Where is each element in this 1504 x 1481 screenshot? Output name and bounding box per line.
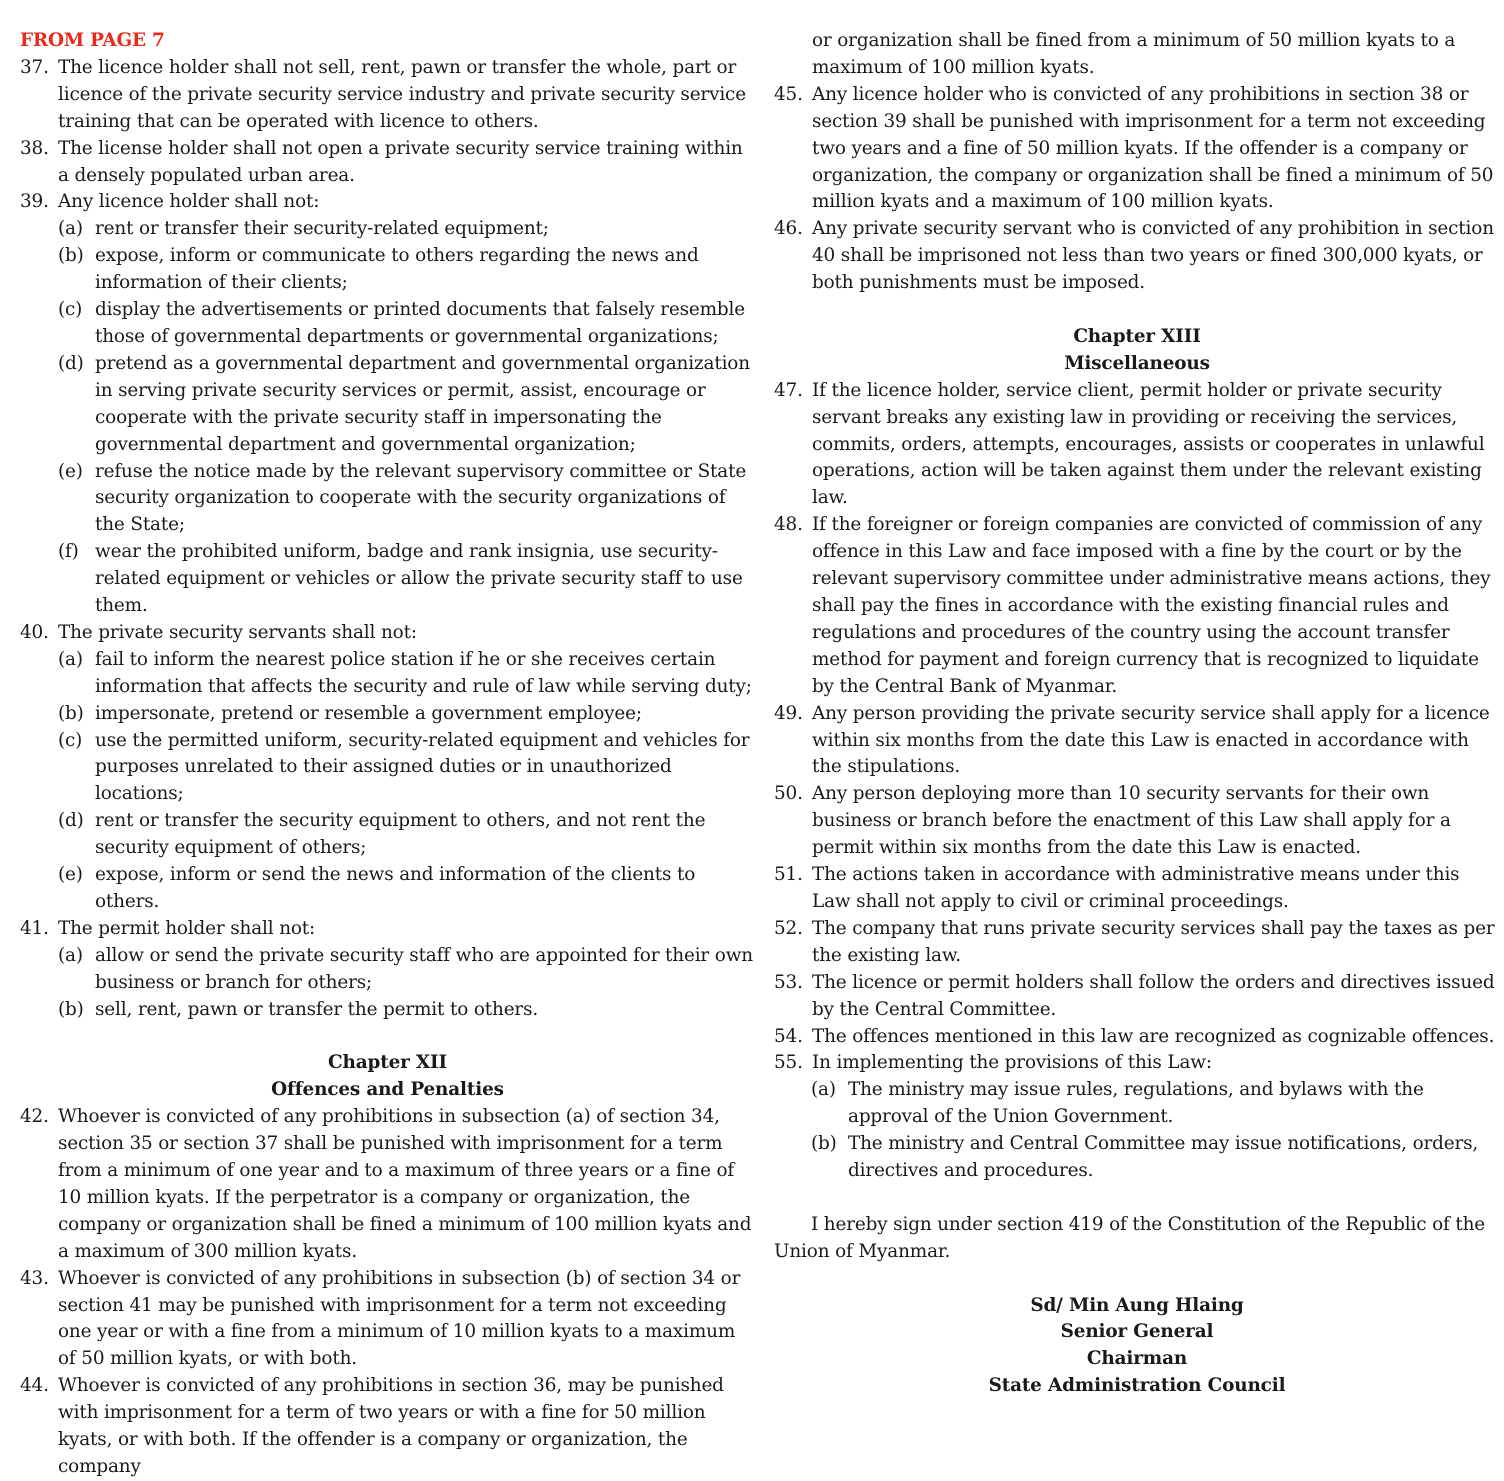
- section-number: 50.: [774, 783, 803, 805]
- subsection-letter: (a): [58, 944, 83, 966]
- section-text: Any person deploying more than 10 security servants for their own business or branch before the enactment of this Law shall apply for a permit within six months from the date this Law is enacted.: [812, 783, 1451, 859]
- section-number: 52.: [774, 917, 803, 939]
- subsection-text: allow or send the private security staff who are appointed for their own business or branch for others;: [95, 944, 753, 993]
- subsection-letter: (a): [58, 648, 83, 670]
- subsection-text: The ministry and Central Committee may issue notifications, orders, directives and procedures.: [848, 1133, 1479, 1182]
- section-text: If the licence holder, service client, permit holder or private security servant breaks any existing law in providing or receiving the services, commits, orders, attempts, encourages, assists or cooperates in unlawful operations, action will be taken against them under the relevant existing law.: [812, 379, 1485, 509]
- section-number: 46.: [774, 218, 803, 240]
- section-text: Any licence holder shall not:: [58, 191, 320, 213]
- subsection: [58, 808, 755, 862]
- section-text: The private security servants shall not:: [58, 621, 417, 643]
- section-text: If the foreigner or foreign companies are convicted of commission of any offence in this Law and face imposed with a fine by the court or by the relevant supervisory committee under administrative means actions, they shall pay the fines in accordance with the existing financial rules and regulations and procedures of the country using the account transfer method for payment and foreign currency that is recognized to liquidate by the Central Bank of Myanmar.: [812, 514, 1491, 697]
- subsection-letter: (b): [58, 702, 84, 724]
- subsection-text: impersonate, pretend or resemble a government employee;: [95, 702, 642, 724]
- section-number: 54.: [774, 1025, 803, 1047]
- chapter-subtitle: Miscellaneous: [1064, 352, 1210, 374]
- subsection-letter: (b): [58, 245, 84, 267]
- section-55: [774, 1050, 1500, 1077]
- subsection-text: fail to inform the nearest police station if he or she receives certain information that affects the security and rule of law while serving duty;: [95, 648, 752, 697]
- section-number: 48.: [774, 514, 803, 536]
- section-number: 41.: [20, 917, 49, 939]
- section-text: The license holder shall not open a private security service training within a densely populated urban area.: [58, 137, 743, 186]
- subsection-letter: (a): [811, 1079, 836, 1101]
- section-number: 49.: [774, 702, 803, 724]
- subsection-letter: (e): [58, 460, 83, 482]
- signatory-rank: Senior General: [1060, 1321, 1214, 1343]
- signatory-name: Sd/ Min Aung Hlaing: [1030, 1294, 1244, 1316]
- subsection-letter: (e): [58, 864, 83, 886]
- subsection: [811, 1077, 1500, 1131]
- section-text: The permit holder shall not:: [58, 917, 316, 939]
- section-text: Whoever is convicted of any prohibitions in subsection (a) of section 34, section 35 or section 37 shall be punished with imprisonment for a term from a minimum of one year and to a maximum of three years or a fine of 10 million kyats. If the perpetrator is a company or organization, the company or organization shall be fined a minimum of 100 million kyats and a maximum of 300 million kyats.: [58, 1106, 752, 1262]
- section-54: [774, 1024, 1500, 1051]
- subsection: [58, 943, 755, 997]
- subsection-letter: (d): [58, 352, 84, 374]
- subsection-letter: (c): [58, 299, 83, 321]
- section-46: [774, 216, 1500, 297]
- subsection: [58, 728, 755, 809]
- subsection-letter: (c): [58, 729, 83, 751]
- subsection: [58, 701, 755, 728]
- section-38: [20, 136, 755, 190]
- section-number: 42.: [20, 1106, 49, 1128]
- section-45: [774, 82, 1500, 217]
- subsection-letter: (f): [58, 541, 79, 563]
- section-51: [774, 862, 1500, 916]
- subsection-text: use the permitted uniform, security-related equipment and vehicles for purposes unrelated to their assigned duties or in unauthorized locations;: [95, 729, 750, 805]
- section-text: Any person providing the private security service shall apply for a licence within six months from the date this Law is enacted in accordance with the stipulations.: [812, 702, 1490, 778]
- subsection-letter: (b): [811, 1133, 837, 1155]
- section-text: The licence or permit holders shall follow the orders and directives issued by the Central Committee.: [812, 971, 1495, 1020]
- subsection-text: refuse the notice made by the relevant supervisory committee or State security organization to cooperate with the security organizations of the State;: [95, 460, 747, 536]
- section-41: [20, 916, 755, 943]
- chapter-title: Chapter XII: [328, 1052, 447, 1074]
- section-text: Whoever is convicted of any prohibitions in section 36, may be punished with imprisonment for a term of two years or with a fine for 50 million kyats, or with both. If the offender is a company or organization, the company: [58, 1375, 724, 1478]
- subsection-text: sell, rent, pawn or transfer the permit to others.: [95, 998, 539, 1020]
- section-number: 47.: [774, 379, 803, 401]
- right-column: [774, 28, 1500, 1400]
- subsection: [58, 351, 755, 459]
- section-number: 38.: [20, 137, 49, 159]
- subsection-letter: (b): [58, 998, 84, 1020]
- section-number: 39.: [20, 191, 49, 213]
- subsection: [58, 297, 755, 351]
- section-number: 53.: [774, 971, 803, 993]
- section-text: In implementing the provisions of this Law:: [812, 1052, 1212, 1074]
- section-text: The offences mentioned in this law are recognized as cognizable offences.: [812, 1025, 1495, 1047]
- subsection: [58, 647, 755, 701]
- chapter-subtitle: Offences and Penalties: [271, 1079, 504, 1101]
- chapter-title: Chapter XIII: [1073, 325, 1201, 347]
- subsection: [58, 243, 755, 297]
- subsection: [58, 216, 755, 243]
- from-page-label: FROM PAGE 7: [20, 30, 165, 51]
- section-40: [20, 620, 755, 647]
- spacer: [774, 297, 1500, 324]
- subsection: [58, 862, 755, 916]
- left-column: [20, 28, 755, 1481]
- section-49: [774, 701, 1500, 782]
- section-text: The actions taken in accordance with administrative means under this Law shall not apply to civil or criminal proceedings.: [812, 864, 1460, 912]
- section-44-continued: [774, 28, 1500, 82]
- section-47: [774, 378, 1500, 513]
- section-43: [20, 1266, 755, 1374]
- subsection-text: expose, inform or send the news and information of the clients to others.: [95, 864, 696, 912]
- section-53: [774, 970, 1500, 1024]
- section-42: [20, 1104, 755, 1265]
- section-number: 44.: [20, 1375, 49, 1397]
- section-number: 40.: [20, 621, 49, 643]
- subsection: [58, 997, 755, 1024]
- subsection-text: pretend as a governmental department and governmental organization in serving private security services or permit, assist, encourage or cooperate with the private security staff in impersonating the governmental department and governmental organization;: [95, 352, 750, 455]
- section-number: 37.: [20, 56, 49, 78]
- section-number: 51.: [774, 864, 803, 886]
- spacer: [774, 1185, 1500, 1212]
- subsection-text: rent or transfer their security-related equipment;: [95, 218, 549, 240]
- section-52: [774, 916, 1500, 970]
- section-number: 55.: [774, 1052, 803, 1074]
- subsection-letter: (a): [58, 218, 83, 240]
- subsection: [811, 1131, 1500, 1185]
- closing-statement: I hereby sign under section 419 of the Constitution of the Republic of the Union of Myanmar.: [774, 1213, 1486, 1262]
- section-number: 43.: [20, 1267, 49, 1289]
- signatory-role: Chairman: [1086, 1348, 1188, 1370]
- section-50: [774, 781, 1500, 862]
- spacer: [20, 1024, 755, 1051]
- section-37: [20, 55, 755, 136]
- signatory-body: State Administration Council: [988, 1375, 1286, 1397]
- section-text: The licence holder shall not sell, rent, pawn or transfer the whole, part or licence of the private security service industry and private security service training that can be operated with licence to others.: [58, 56, 746, 132]
- subsection-text: display the advertisements or printed documents that falsely resemble those of governmental departments or governmental organizations;: [95, 299, 746, 347]
- subsection-text: The ministry may issue rules, regulations, and bylaws with the approval of the Union Government.: [848, 1079, 1424, 1128]
- section-text: The company that runs private security services shall pay the taxes as per the existing law.: [812, 917, 1495, 966]
- section-number: 45.: [774, 83, 803, 105]
- section-44: [20, 1373, 755, 1481]
- subsection-letter: (d): [58, 810, 84, 832]
- subsection-text: expose, inform or communicate to others regarding the news and information of their clients;: [95, 245, 699, 294]
- subsection-text: rent or transfer the security equipment to others, and not rent the security equipment of others;: [95, 810, 706, 859]
- section-text: Any private security servant who is convicted of any prohibition in section 40 shall be imprisoned not less than two years or fined 300,000 kyats, or both punishments must be imposed.: [812, 218, 1494, 294]
- section-text: Whoever is convicted of any prohibitions in subsection (b) of section 34 or section 41 may be punished with imprisonment for a term not exceeding one year or with a fine from a minimum of 10 million kyats to a maximum of 50 million kyats, or with both.: [58, 1267, 741, 1370]
- section-48: [774, 512, 1500, 700]
- subsection-text: wear the prohibited uniform, badge and rank insignia, use security-related equipment or vehicles or allow the private security staff to use them.: [95, 541, 743, 617]
- section-39: [20, 189, 755, 216]
- subsection: [58, 539, 755, 620]
- subsection: [58, 459, 755, 540]
- section-text: Any licence holder who is convicted of any prohibitions in section 38 or section 39 shall be punished with imprisonment for a term not exceeding two years and a fine of 50 million kyats. If the offender is a company or organization, the company or organization shall be fined a minimum of 50 million kyats and a maximum of 100 million kyats.: [812, 83, 1494, 213]
- spacer: [774, 1266, 1500, 1293]
- section-text: or organization shall be fined from a minimum of 50 million kyats to a maximum of 100 million kyats.: [812, 30, 1456, 78]
